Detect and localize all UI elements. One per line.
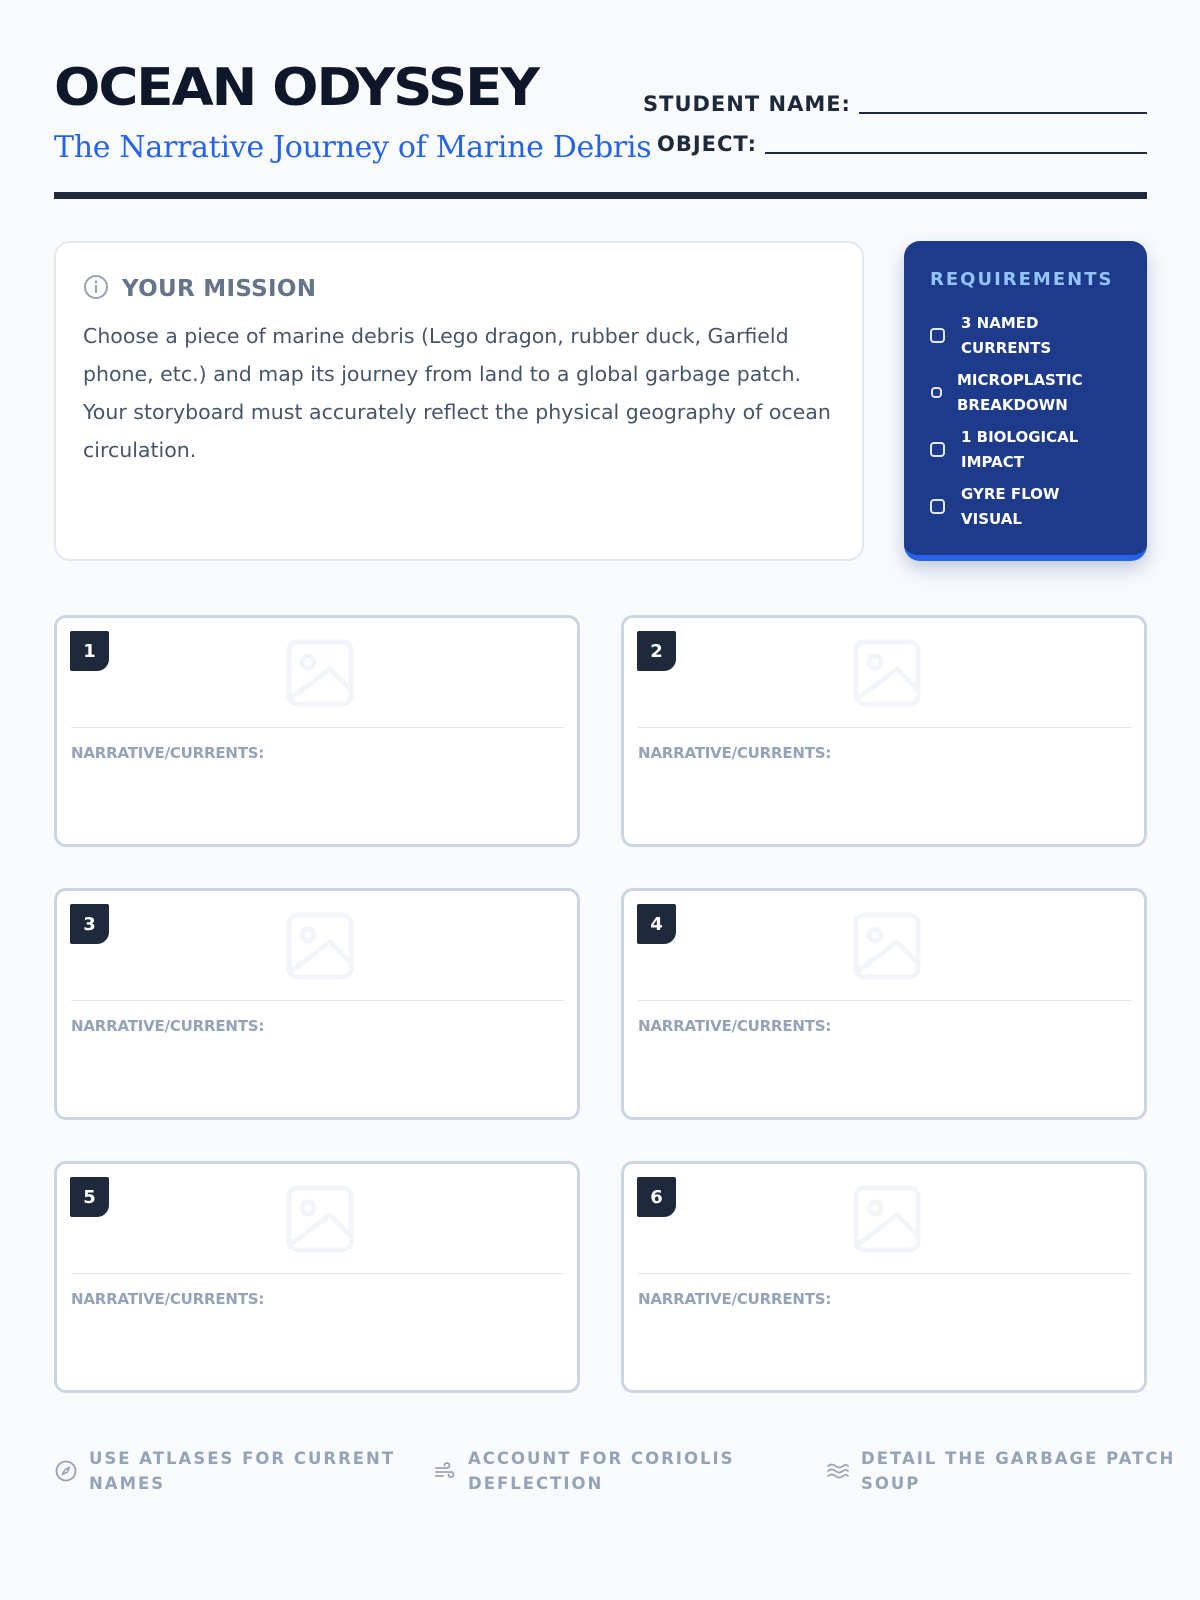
frame-narrative-label: NARRATIVE/CURRENTS: (71, 1017, 265, 1035)
requirements-card (904, 241, 1147, 561)
frame-narrative-label: NARRATIVE/CURRENTS: (638, 1290, 832, 1308)
frame-number-badge: 5 (70, 1177, 109, 1217)
requirement-text: 1 BIOLOGICAL IMPACT (961, 427, 1079, 471)
frame-divider (638, 1273, 1132, 1274)
requirement-checkbox[interactable] (930, 328, 945, 343)
wind-icon (433, 1446, 457, 1487)
image-placeholder-icon (853, 912, 921, 980)
requirement-item (930, 307, 1135, 364)
tip-coriolis (433, 1446, 735, 1496)
object-label: OBJECT: (657, 132, 758, 156)
storyboard-frame-1[interactable] (54, 615, 580, 847)
compass-icon (54, 1446, 78, 1487)
mission-text: Choose a piece of marine debris (Lego dragon, rubber duck, Garfield phone, etc.) and map its journey from land to a global garbage patch. Your storyboard must accurately reflect the physical geography of ocean circulation. (83, 324, 831, 462)
mission-card (54, 241, 864, 561)
page-subtitle: The Narrative Journey of Marine Debris (54, 130, 652, 165)
storyboard-frame-4[interactable] (621, 888, 1147, 1120)
frame-divider (638, 1000, 1132, 1001)
frame-divider (71, 727, 565, 728)
frame-narrative-label: NARRATIVE/CURRENTS: (638, 744, 832, 762)
image-placeholder-icon (286, 1185, 354, 1253)
page-title: OCEAN ODYSSEY (54, 58, 538, 118)
frame-divider (638, 727, 1132, 728)
student-name-line[interactable] (859, 112, 1147, 114)
mission-heading (82, 273, 316, 305)
frame-narrative-label: NARRATIVE/CURRENTS: (71, 1290, 265, 1308)
frame-number-badge: 3 (70, 904, 109, 944)
worksheet-header (54, 58, 1147, 200)
image-placeholder-icon (853, 639, 921, 707)
info-icon (82, 273, 110, 305)
student-name-field[interactable] (643, 92, 1147, 116)
mission-title: YOUR MISSION (122, 276, 317, 302)
image-placeholder-icon (853, 1185, 921, 1253)
image-placeholder-icon (286, 639, 354, 707)
storyboard-frame-3[interactable] (54, 888, 580, 1120)
tip-text: ACCOUNT FOR CORIOLIS DEFLECTION (468, 1449, 735, 1493)
requirement-checkbox[interactable] (930, 442, 945, 457)
image-placeholder-icon (286, 912, 354, 980)
frame-number-badge: 6 (637, 1177, 676, 1217)
frame-number-badge: 2 (637, 631, 676, 671)
requirement-text: MICROPLASTIC BREAKDOWN (957, 370, 1083, 414)
frame-divider (71, 1273, 565, 1274)
storyboard-frame-5[interactable] (54, 1161, 580, 1393)
requirement-checkbox[interactable] (930, 499, 945, 514)
storyboard-frame-6[interactable] (621, 1161, 1147, 1393)
requirement-text: 3 NAMED CURRENTS (961, 313, 1052, 357)
tip-garbage-patch (826, 1446, 1175, 1496)
waves-icon (826, 1446, 850, 1487)
student-name-label: STUDENT NAME: (643, 92, 851, 116)
frame-narrative-label: NARRATIVE/CURRENTS: (638, 1017, 832, 1035)
requirements-list (930, 307, 1135, 535)
tip-text: DETAIL THE GARBAGE PATCH SOUP (861, 1449, 1176, 1493)
object-field[interactable] (657, 132, 1147, 156)
frame-narrative-label: NARRATIVE/CURRENTS: (71, 744, 265, 762)
storyboard-frame-2[interactable] (621, 615, 1147, 847)
requirements-title: REQUIREMENTS (930, 269, 1114, 290)
requirement-text: GYRE FLOW VISUAL (961, 484, 1060, 528)
requirement-checkbox[interactable] (931, 387, 942, 398)
tip-text: USE ATLASES FOR CURRENT NAMES (89, 1449, 396, 1493)
object-line[interactable] (765, 152, 1147, 154)
frame-number-badge: 4 (637, 904, 676, 944)
requirement-item (930, 364, 1135, 421)
header-divider (54, 192, 1147, 199)
tip-atlases (54, 1446, 395, 1496)
requirement-item (930, 421, 1135, 478)
frame-number-badge: 1 (70, 631, 109, 671)
requirement-item (930, 478, 1135, 535)
frame-divider (71, 1000, 565, 1001)
